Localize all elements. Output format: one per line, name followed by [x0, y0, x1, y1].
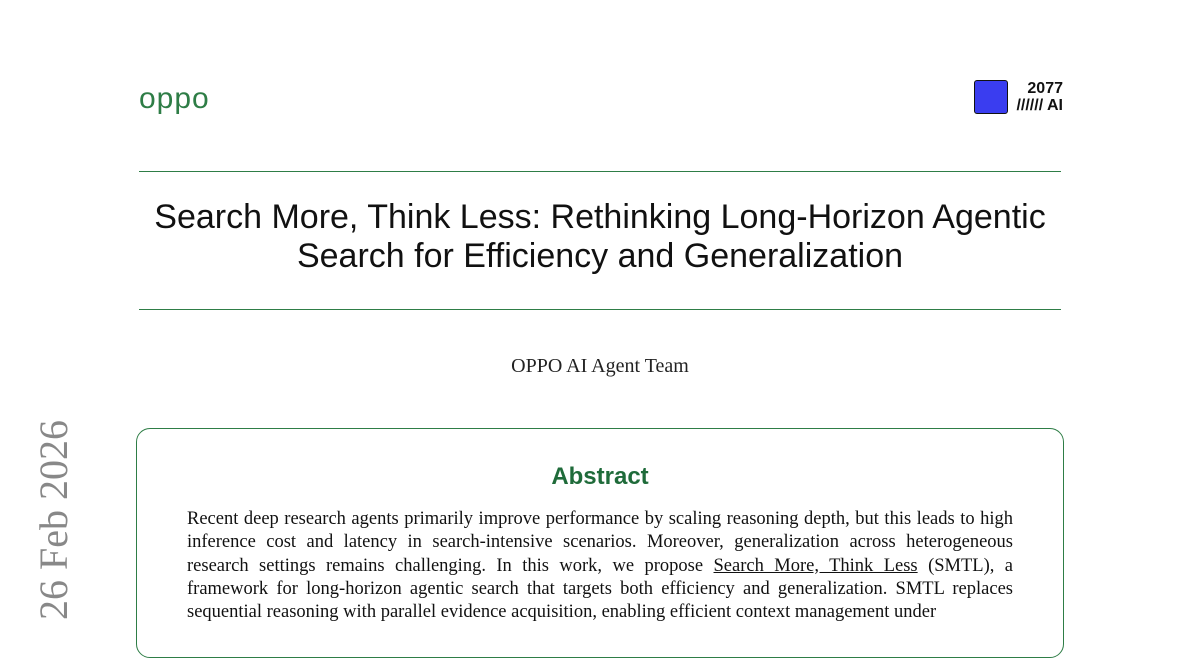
- abstract-heading: Abstract: [551, 463, 649, 490]
- title-rule-bottom: [139, 309, 1061, 310]
- author-line: OPPO AI Agent Team: [511, 355, 689, 377]
- abstract-text-part2: (SMTL), a framework for long-horizon agentic search that targets both efficiency and generalization. SMTL replaces sequential reasoning with parallel evidence acquisition, enabling efficient context management under: [187, 555, 1013, 623]
- paper-title: [139, 198, 1061, 276]
- arxiv-side-date: 26 Feb 2026: [31, 420, 76, 620]
- 2077-logo-mark-icon: [974, 80, 1008, 114]
- logo-text-line2: ////// AI: [1016, 97, 1063, 114]
- abstract-box: [136, 428, 1064, 658]
- smtl-link[interactable]: Search More, Think Less: [713, 555, 918, 576]
- oppo-logo: oppo: [139, 82, 210, 115]
- abstract-text: [187, 508, 1013, 624]
- title-line-1: Search More, Think Less: Rethinking Long-Horizon Agentic: [154, 198, 1046, 236]
- title-line-2: Search for Efficiency and Generalization: [296, 237, 904, 275]
- abstract-text-part1: Recent deep research agents primarily improve performance by scaling reasoning depth, but this leads to high inference cost and latency in search-intensive scenarios. Moreover, generalization across heterogeneous research settings remains challenging. In this work, we propose: [187, 509, 1013, 576]
- 2077-ai-logo: [974, 80, 1063, 114]
- title-rule-top: [139, 171, 1061, 172]
- logo-text-line1: 2077: [1027, 80, 1063, 97]
